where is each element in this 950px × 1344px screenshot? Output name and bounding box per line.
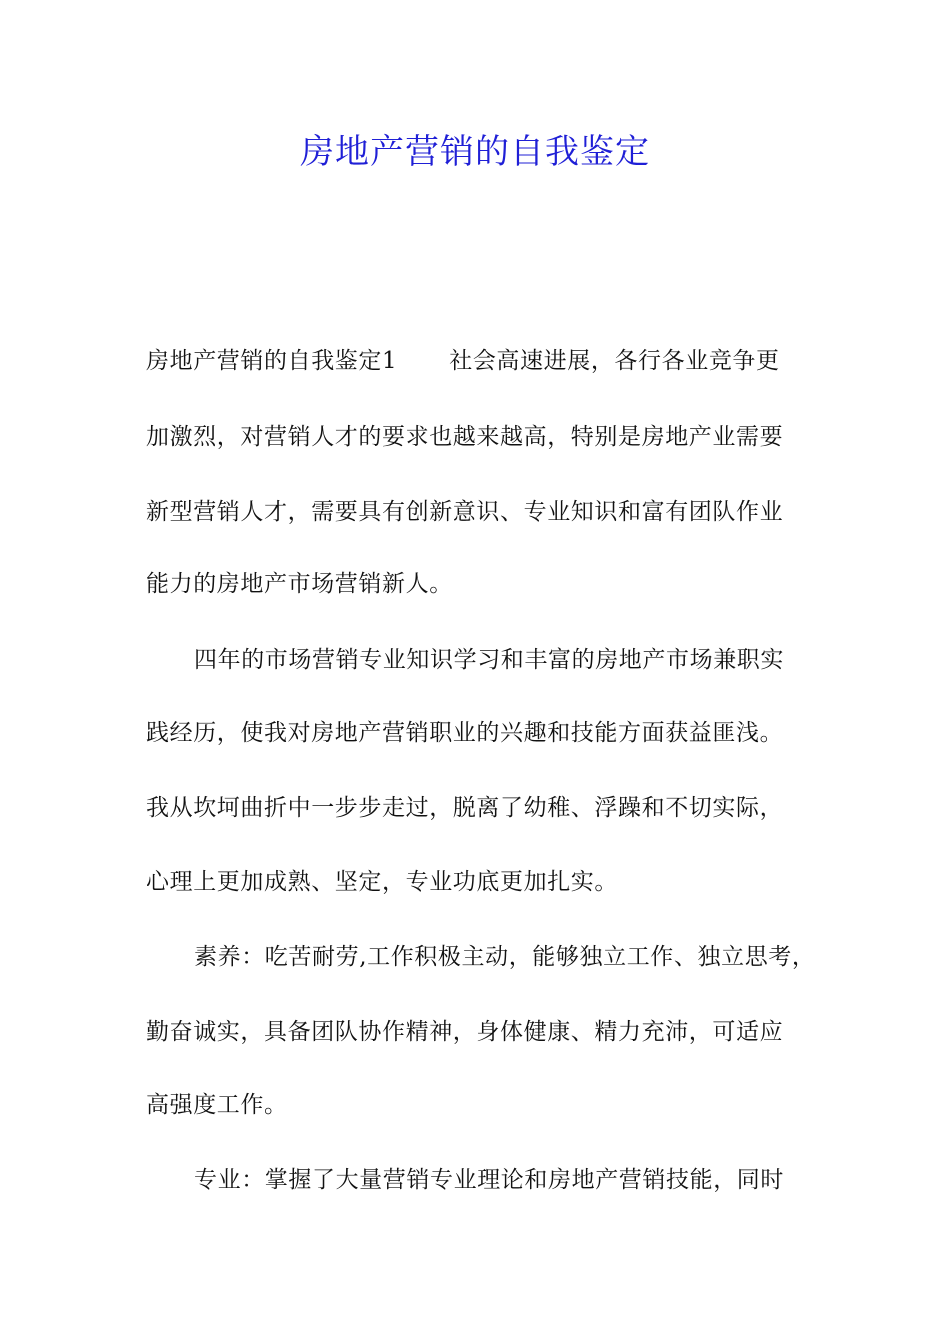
paragraph-2-line-4: 心理上更加成熟、坚定，专业功底更加扎实。: [146, 869, 618, 895]
paragraph-3-line-3: 高强度工作。: [146, 1092, 288, 1118]
paragraph-1-line-4: 能力的房地产市场营销新人。: [146, 571, 453, 597]
paragraph-1-line-1-text: 社会高速进展，各行各业竞争更: [449, 348, 780, 374]
paragraph-2-line-2: 践经历，使我对房地产营销职业的兴趣和技能方面获益匪浅。: [146, 720, 784, 746]
paragraph-1-line-1: [146, 346, 780, 376]
paragraph-2-line-1: 四年的市场营销专业知识学习和丰富的房地产市场兼职实: [194, 647, 784, 673]
paragraph-3-line-2: 勤奋诚实，具备团队协作精神，身体健康、精力充沛，可适应: [146, 1019, 784, 1045]
paragraph-2-line-3: 我从坎坷曲折中一步步走过，脱离了幼稚、浮躁和不切实际，: [146, 795, 784, 821]
paragraph-1-line-2: 加激烈，对营销人才的要求也越来越高，特别是房地产业需要: [146, 424, 784, 450]
paragraph-3-line-1: 素养：吃苦耐劳,工作积极主动，能够独立工作、独立思考，: [194, 944, 816, 970]
paragraph-1-line-3: 新型营销人才，需要具有创新意识、专业知识和富有团队作业: [146, 499, 784, 525]
paragraph-1-heading: 房地产营销的自我鉴定1: [146, 348, 398, 374]
paragraph-4-line-1: 专业：掌握了大量营销专业理论和房地产营销技能，同时: [194, 1167, 784, 1193]
document-title: 房地产营销的自我鉴定: [300, 132, 650, 172]
